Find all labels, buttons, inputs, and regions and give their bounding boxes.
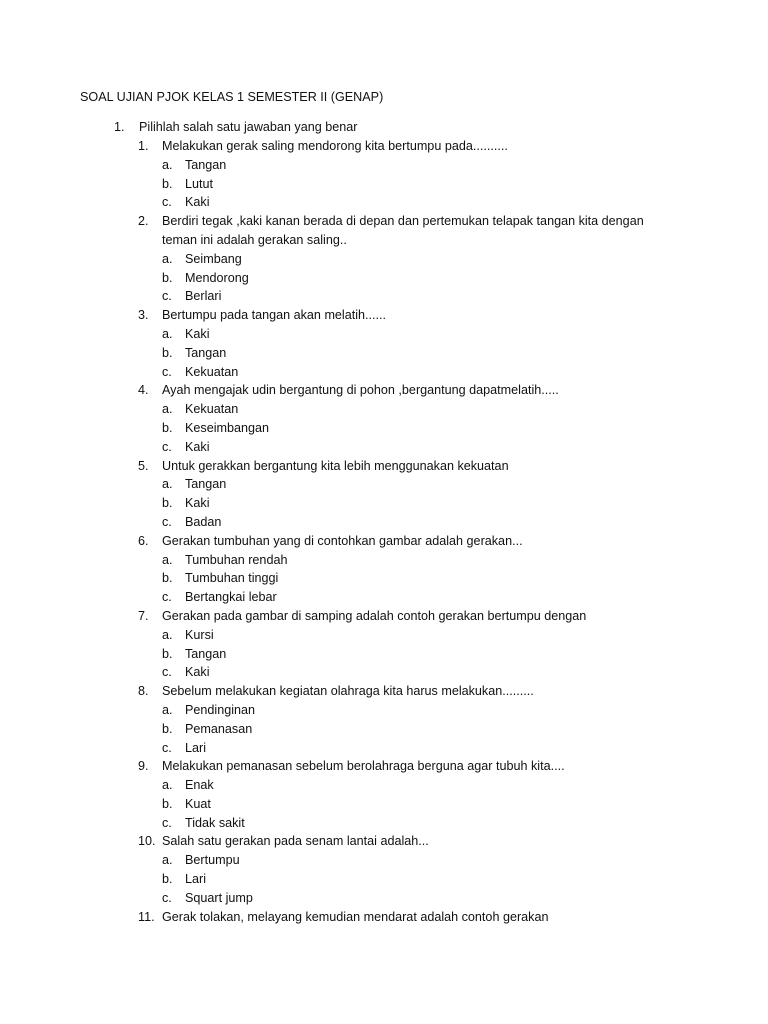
question-item [138,137,698,212]
option-letter: c. [162,740,172,755]
question-item [138,306,698,381]
question-number: 4. [138,383,149,398]
option-text: Seimbang [185,251,242,266]
option-text: Lutut [185,176,214,191]
option-letter: a. [162,627,173,642]
answer-option [162,701,698,720]
option-letter: c. [162,890,172,905]
option-text: Kaki [185,195,210,210]
answer-option [162,739,698,758]
option-text: Tidak sakit [185,815,245,830]
question-line [138,212,698,231]
option-list [138,626,698,682]
option-letter: a. [162,326,173,341]
option-text: Tangan [185,157,227,172]
question-number: 10. [138,834,156,849]
question-number: 8. [138,684,149,699]
answer-option [162,588,698,607]
question-item [138,682,698,757]
question-list [138,137,698,926]
option-letter: c. [162,514,172,529]
answer-option [162,156,698,175]
answer-option [162,889,698,908]
question-number: 3. [138,308,149,323]
option-letter: b. [162,796,173,811]
option-letter: a. [162,853,173,868]
answer-option [162,795,698,814]
answer-option [162,494,698,513]
option-text: Keseimbangan [185,420,270,435]
option-text: Kekuatan [185,364,239,379]
option-letter: c. [162,590,172,605]
option-text: Kekuatan [185,402,239,417]
question-text: Gerak tolakan, melayang kemudian mendarat adalah contoh gerakan [162,909,549,924]
option-text: Tangan [185,477,227,492]
option-text: Badan [185,514,222,529]
option-letter: a. [162,552,173,567]
question-text: Ayah mengajak udin bergantung di pohon ,bergantung dapatmelatih..... [162,383,559,398]
answer-option [162,475,698,494]
option-letter: c. [162,364,172,379]
option-text: Tumbuhan tinggi [185,571,279,586]
question-number: 2. [138,214,149,229]
question-text: Sebelum melakukan kegiatan olahraga kita harus melakukan......... [162,684,534,699]
option-letter: b. [162,345,173,360]
question-item [138,757,698,832]
option-text: Mendorong [185,270,249,285]
option-text: Enak [185,778,214,793]
answer-option [162,438,698,457]
option-text: Pendinginan [185,702,256,717]
option-letter: b. [162,176,173,191]
option-text: Kaki [185,326,210,341]
answer-option [162,569,698,588]
option-text: Kursi [185,627,214,642]
question-item [138,832,698,907]
question-text: Untuk gerakkan bergantung kita lebih menggunakan kekuatan [162,458,509,473]
option-letter: b. [162,721,173,736]
answer-option [162,645,698,664]
option-text: Tangan [185,646,227,661]
question-item [138,212,698,306]
question-item [138,381,698,456]
question-number: 5. [138,458,149,473]
answer-option [162,551,698,570]
option-letter: a. [162,402,173,417]
question-text-continuation: teman ini adalah gerakan saling.. [162,232,347,247]
option-letter: c. [162,665,172,680]
answer-option [162,419,698,438]
question-line [138,381,698,400]
document-title: SOAL UJIAN PJOK KELAS 1 SEMESTER II (GENAP) [80,90,384,104]
question-line [138,757,698,776]
option-text: Bertangkai lebar [185,590,277,605]
question-line [138,532,698,551]
question-text: Gerakan tumbuhan yang di contohkan gambar adalah gerakan... [162,533,523,548]
question-text: Salah satu gerakan pada senam lantai adalah... [162,834,429,849]
option-text: Kaki [185,665,210,680]
question-item [138,607,698,682]
option-letter: c. [162,195,172,210]
option-letter: c. [162,439,172,454]
question-text: Melakukan gerak saling mendorong kita bertumpu pada.......... [162,139,508,153]
question-line [138,457,698,476]
option-letter: a. [162,477,173,492]
answer-option [162,269,698,288]
option-letter: b. [162,571,173,586]
option-list [138,250,698,306]
question-number: 6. [138,533,149,548]
option-text: Tumbuhan rendah [185,552,288,567]
option-letter: a. [162,157,173,172]
answer-option [162,626,698,645]
answer-option [162,175,698,194]
answer-option [162,193,698,212]
question-line [138,306,698,325]
question-number: 7. [138,608,149,623]
option-letter: b. [162,872,173,887]
option-letter: b. [162,420,173,435]
option-text: Squart jump [185,890,253,905]
option-list [138,701,698,757]
option-letter: c. [162,815,172,830]
answer-option [162,513,698,532]
option-letter: b. [162,496,173,511]
section-number: 1. [114,120,125,134]
answer-option [162,776,698,795]
option-text: Berlari [185,289,222,304]
question-item [138,457,698,532]
answer-option [162,344,698,363]
answer-option [162,720,698,739]
option-list [138,851,698,907]
question-item [138,532,698,607]
option-text: Bertumpu [185,853,240,868]
option-list [138,551,698,607]
option-text: Kaki [185,439,210,454]
question-line [138,832,698,851]
question-text: Melakukan pemanasan sebelum berolahraga berguna agar tubuh kita.... [162,759,565,774]
option-list [138,325,698,381]
question-text: Berdiri tegak ,kaki kanan berada di depan dan pertemukan telapak tangan kita dengan [162,214,644,229]
instruction-text: Pilihlah salah satu jawaban yang benar [139,120,358,134]
answer-option [162,325,698,344]
option-text: Lari [185,740,206,755]
option-text: Kuat [185,796,211,811]
question-text: Gerakan pada gambar di samping adalah contoh gerakan bertumpu dengan [162,608,587,623]
question-line [138,682,698,701]
answer-option [162,870,698,889]
option-text: Kaki [185,496,210,511]
option-letter: a. [162,251,173,266]
answer-option [162,363,698,382]
option-letter: a. [162,702,173,717]
answer-option [162,851,698,870]
answer-option [162,400,698,419]
answer-option [162,287,698,306]
question-item [138,908,698,927]
instruction-line [114,119,357,135]
option-list [138,400,698,456]
question-line [138,137,698,156]
answer-option [162,250,698,269]
question-number: 1. [138,139,149,153]
option-letter: c. [162,289,172,304]
question-number: 9. [138,759,149,774]
option-text: Pemanasan [185,721,253,736]
question-line [138,908,698,927]
option-list [138,776,698,832]
answer-option [162,663,698,682]
option-text: Tangan [185,345,227,360]
option-letter: a. [162,778,173,793]
option-letter: b. [162,646,173,661]
question-number: 11. [138,909,155,924]
answer-option [162,814,698,833]
question-text: Bertumpu pada tangan akan melatih...... [162,308,387,323]
option-list [138,475,698,531]
option-letter: b. [162,270,173,285]
option-text: Lari [185,872,206,887]
question-line [138,607,698,626]
option-list [138,156,698,212]
